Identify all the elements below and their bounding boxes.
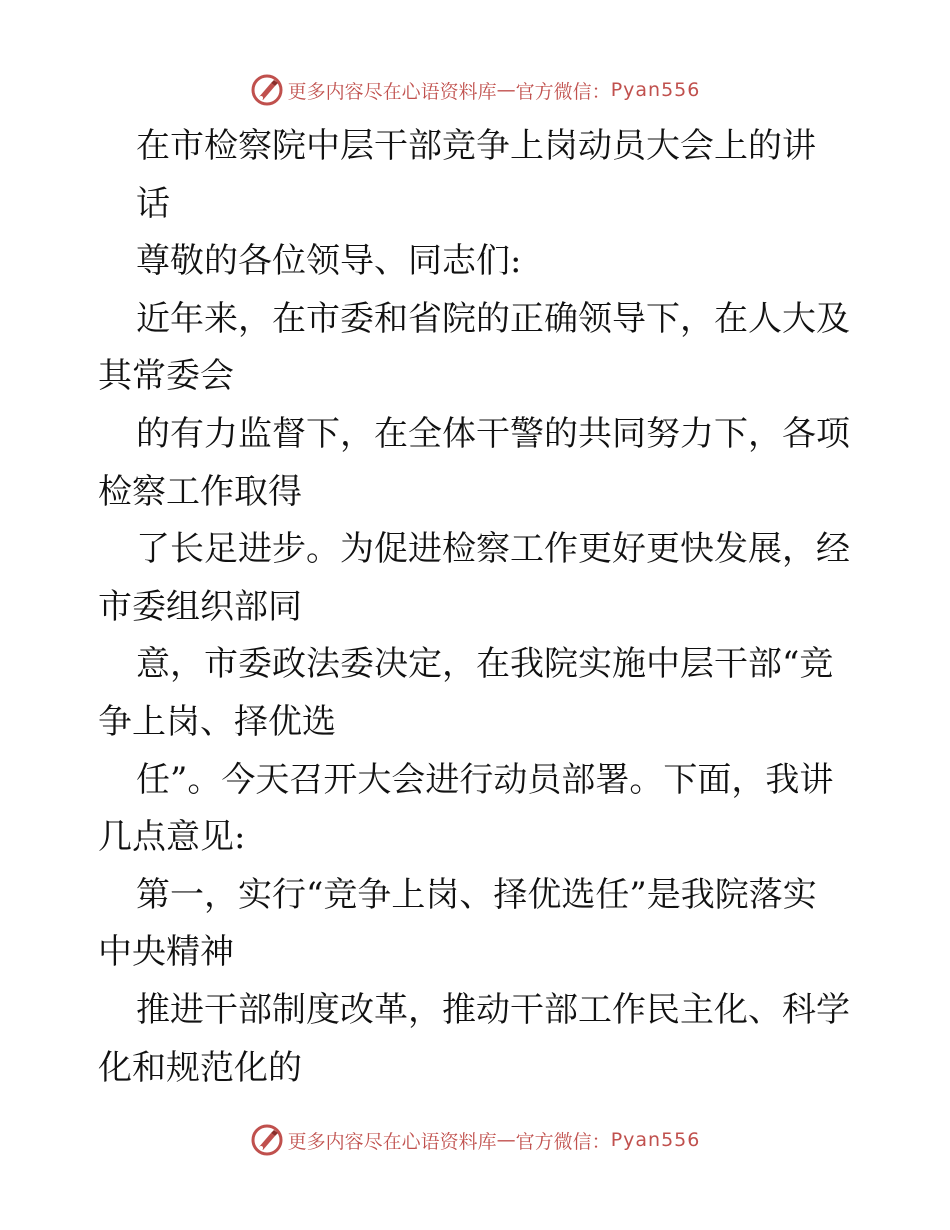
text-line: 意，市委政法委决定，在我院实施中层干部“竞 — [136, 644, 834, 685]
banner-wechat-id: Pyan556 — [610, 79, 701, 101]
text-line: 话 — [136, 183, 170, 224]
banner-wechat-label: 官方微信： — [515, 1130, 611, 1153]
text-line: 几点意见: — [98, 817, 246, 858]
text-line: 近年来，在市委和省院的正确领导下，在人大及 — [136, 298, 850, 339]
text-line: 尊敬的各位领导、同志们: — [136, 241, 522, 282]
document-body — [98, 118, 854, 1097]
pen-circle-icon — [250, 73, 284, 107]
text-line: 市委组织部同 — [98, 586, 302, 627]
text-line: 中央精神 — [98, 932, 234, 973]
footer-banner — [0, 1120, 950, 1160]
text-line: 检察工作取得 — [98, 471, 302, 512]
banner-separator: — — [496, 1129, 516, 1151]
text-line: 了长足进步。为促进检察工作更好更快发展，经 — [136, 529, 850, 570]
text-line: 的有力监督下，在全体干警的共同努力下，各项 — [136, 413, 850, 454]
text-line: 推进干部制度改革，推动干部工作民主化、科学 — [136, 989, 850, 1030]
text-line: 其常委会 — [98, 356, 234, 397]
banner-wechat-label: 官方微信： — [515, 80, 611, 103]
banner-brand-text: 更多内容尽在心语资料库 — [287, 80, 497, 103]
text-line: 在市检察院中层干部竞争上岗动员大会上的讲 — [136, 126, 816, 166]
text-line: 任”。今天召开大会进行动员部署。下面，我讲 — [136, 759, 834, 800]
text-line: 第一，实行“竞争上岗、择优选任”是我院落实 — [136, 874, 817, 915]
banner-separator: — — [496, 79, 516, 101]
text-line: 争上岗、择优选 — [98, 701, 336, 742]
banner-wechat-id: Pyan556 — [610, 1129, 701, 1151]
banner-brand-text: 更多内容尽在心语资料库 — [287, 1130, 497, 1153]
pen-circle-icon — [250, 1123, 284, 1157]
text-line: 化和规范化的 — [98, 1047, 302, 1088]
header-banner — [0, 70, 950, 110]
